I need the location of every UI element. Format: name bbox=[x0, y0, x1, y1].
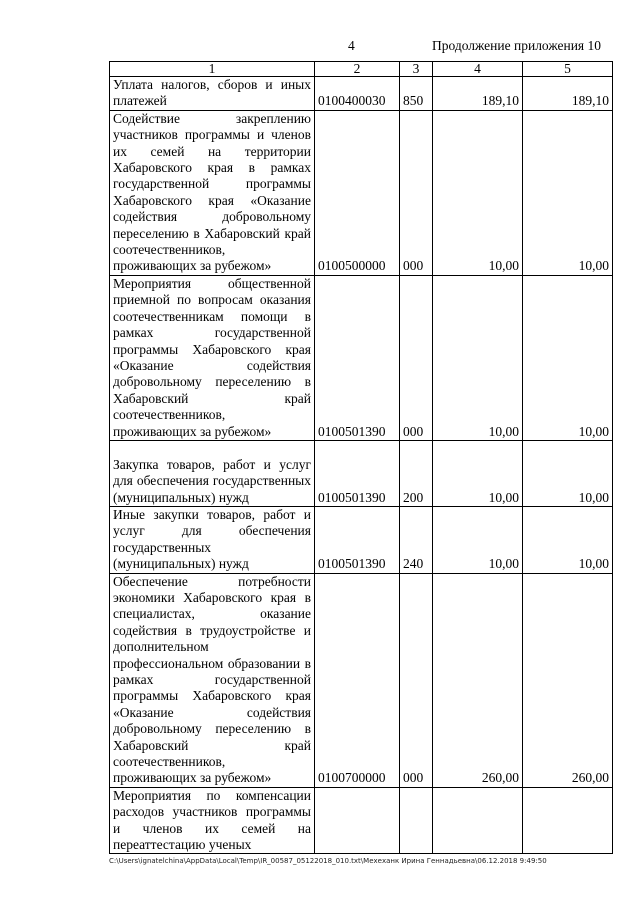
row-sum-1: 10,00 bbox=[433, 506, 523, 573]
column-header-5: 5 bbox=[523, 62, 613, 77]
row-code: 0100501390 bbox=[315, 506, 400, 573]
row-type: 240 bbox=[400, 506, 433, 573]
row-sum-2 bbox=[523, 787, 613, 854]
page-number: 4 bbox=[348, 38, 355, 53]
row-name: Мероприятия по компенсации расходов участников программы и членов их семей на переаттестацию ученых bbox=[110, 787, 315, 854]
row-type: 200 bbox=[400, 440, 433, 506]
row-code bbox=[315, 787, 400, 854]
row-sum-2: 10,00 bbox=[523, 506, 613, 573]
row-code: 0100501390 bbox=[315, 440, 400, 506]
row-sum-1: 10,00 bbox=[433, 440, 523, 506]
row-type: 850 bbox=[400, 77, 433, 111]
row-type: 000 bbox=[400, 110, 433, 275]
row-sum-2: 10,00 bbox=[523, 275, 613, 440]
row-code: 0100501390 bbox=[315, 275, 400, 440]
row-type bbox=[400, 787, 433, 854]
row-sum-2: 189,10 bbox=[523, 77, 613, 111]
file-path-footer: C:\Users\ignatelchina\AppData\Local\Temp\IR_00587_05122018_010.txt\Мехеханк Ирина Геннадьевна\06.12.2018 9:49:50 bbox=[109, 857, 547, 865]
row-type: 000 bbox=[400, 573, 433, 787]
row-sum-2: 260,00 bbox=[523, 573, 613, 787]
row-code: 0100500000 bbox=[315, 110, 400, 275]
column-header-2: 2 bbox=[315, 62, 400, 77]
budget-table bbox=[109, 61, 613, 854]
row-name: Закупка товаров, работ и услуг для обеспечения государственных (муниципальных) нужд bbox=[110, 440, 315, 506]
row-name: Уплата налогов, сборов и иных платежей bbox=[110, 77, 315, 111]
row-sum-2: 10,00 bbox=[523, 110, 613, 275]
column-header-3: 3 bbox=[400, 62, 433, 77]
table-row bbox=[110, 77, 613, 111]
continuation-label: Продолжение приложения 10 bbox=[432, 38, 602, 53]
row-type: 000 bbox=[400, 275, 433, 440]
column-header-1: 1 bbox=[110, 62, 315, 77]
table-row bbox=[110, 440, 613, 506]
row-sum-1: 189,10 bbox=[433, 77, 523, 111]
column-header-4: 4 bbox=[433, 62, 523, 77]
row-sum-1 bbox=[433, 787, 523, 854]
row-code: 0100400030 bbox=[315, 77, 400, 111]
row-code: 0100700000 bbox=[315, 573, 400, 787]
row-sum-2: 10,00 bbox=[523, 440, 613, 506]
table-header-row bbox=[110, 62, 613, 77]
table-row bbox=[110, 275, 613, 440]
row-name: Обеспечение потребности экономики Хабаровского края в специалистах, оказание содействия в трудоустройстве и дополнительном профессиональном образовании в рамках государственной программы Хабаровского края «Оказание содействия добровольному переселению в Хабаровский край соотечественников, проживающих за рубежом» bbox=[110, 573, 315, 787]
row-name: Иные закупки товаров, работ и услуг для обеспечения государственных (муниципальных) нужд bbox=[110, 506, 315, 573]
table-row bbox=[110, 787, 613, 854]
row-sum-1: 10,00 bbox=[433, 110, 523, 275]
row-sum-1: 10,00 bbox=[433, 275, 523, 440]
table-row bbox=[110, 573, 613, 787]
row-name: Мероприятия общественной приемной по вопросам оказания соотечественникам помощи в рамках государственной программы Хабаровского края «Оказание содействия добровольному переселению в Хабаровский край соотечественников, проживающих за рубежом» bbox=[110, 275, 315, 440]
row-name: Содействие закреплению участников программы и членов их семей на территории Хабаровского края в рамках государственной программы Хабаровского края «Оказание содействия добровольному переселению в Хабаровский край соотечественников, проживающих за рубежом» bbox=[110, 110, 315, 275]
table-row bbox=[110, 110, 613, 275]
row-sum-1: 260,00 bbox=[433, 573, 523, 787]
table-row bbox=[110, 506, 613, 573]
